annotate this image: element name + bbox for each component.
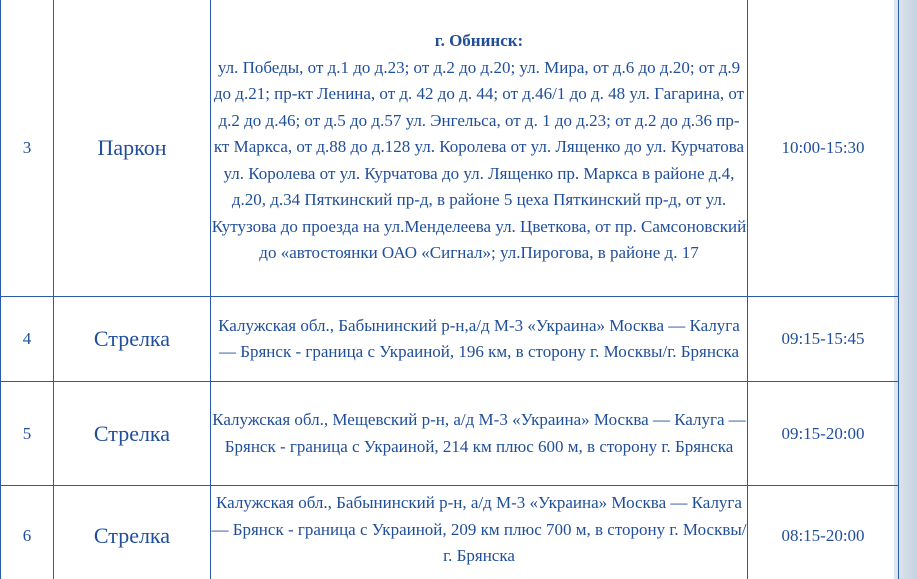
address-text: Калужская обл., Бабынинский р-н,а/д М-3 «Украина» Москва — Калуга — Брянск - граница с Украиной, 196 км, в сторону г. Москвы/г. Брянска [218,315,740,361]
row-number-cell: 6 [1,486,54,579]
row-number-cell: 3 [1,0,54,297]
city-heading: г. Обнинск: [434,31,524,51]
address-text: Калужская обл., Бабынинский р-н, а/д М-3 «Украина» Москва — Калуга — Брянск - граница с Украиной, 209 км плюс 700 м, в сторону г. Москвы/г. Брянска [211,493,747,565]
table-row [1,382,899,486]
table-row [1,486,899,579]
time-cell: 09:15-20:00 [748,382,899,486]
address-cell [211,382,748,486]
device-name-cell: Стрелка [54,297,211,382]
address-cell [211,0,748,297]
row-number-cell: 4 [1,297,54,382]
table-row [1,0,899,297]
device-name-cell: Стрелка [54,486,211,579]
address-text: ул. Победы, от д.1 до д.23; от д.2 до д.20; ул. Мира, от д.6 до д.20; от д.9 до д.21; пр-кт Ленина, от д. 42 до д. 44; от д.46/1 до д. 48 ул. Гагарина, от д.2 до д.46; от д.5 до д.57 ул. Энгельса, от д. 1 до д.23; от д.2 до д.36 пр-кт Маркса, от д.88 до д.128 ул. Королева от ул. Лященко до ул. Курчатова ул. Королева от ул. Курчатова до ул. Лященко пр. Маркса в районе д.4, д.20, д.34 Пяткинский пр-д, в районе 5 цеха Пяткинский пр-д, от ул. Кутузова до проезда на ул.Менделеева ул. Цветкова, от пр. Самсоновский до «автостоянки ОАО «Сигнал»; ул.Пирогова, в районе д. 17 [211,57,747,263]
row-number-cell: 5 [1,382,54,486]
device-name-cell: Паркон [54,0,211,297]
address-cell [211,486,748,579]
table-row [1,297,899,382]
device-name-cell: Стрелка [54,382,211,486]
address-text: Калужская обл., Мещевский р-н, а/д М-3 «Украина» Москва — Калуга — Брянск - граница с Украиной, 214 км плюс 600 м, в сторону г. Брянска [212,410,746,456]
time-cell: 09:15-15:45 [748,297,899,382]
time-cell: 08:15-20:00 [748,486,899,579]
address-cell [211,297,748,382]
time-cell: 10:00-15:30 [748,0,899,297]
